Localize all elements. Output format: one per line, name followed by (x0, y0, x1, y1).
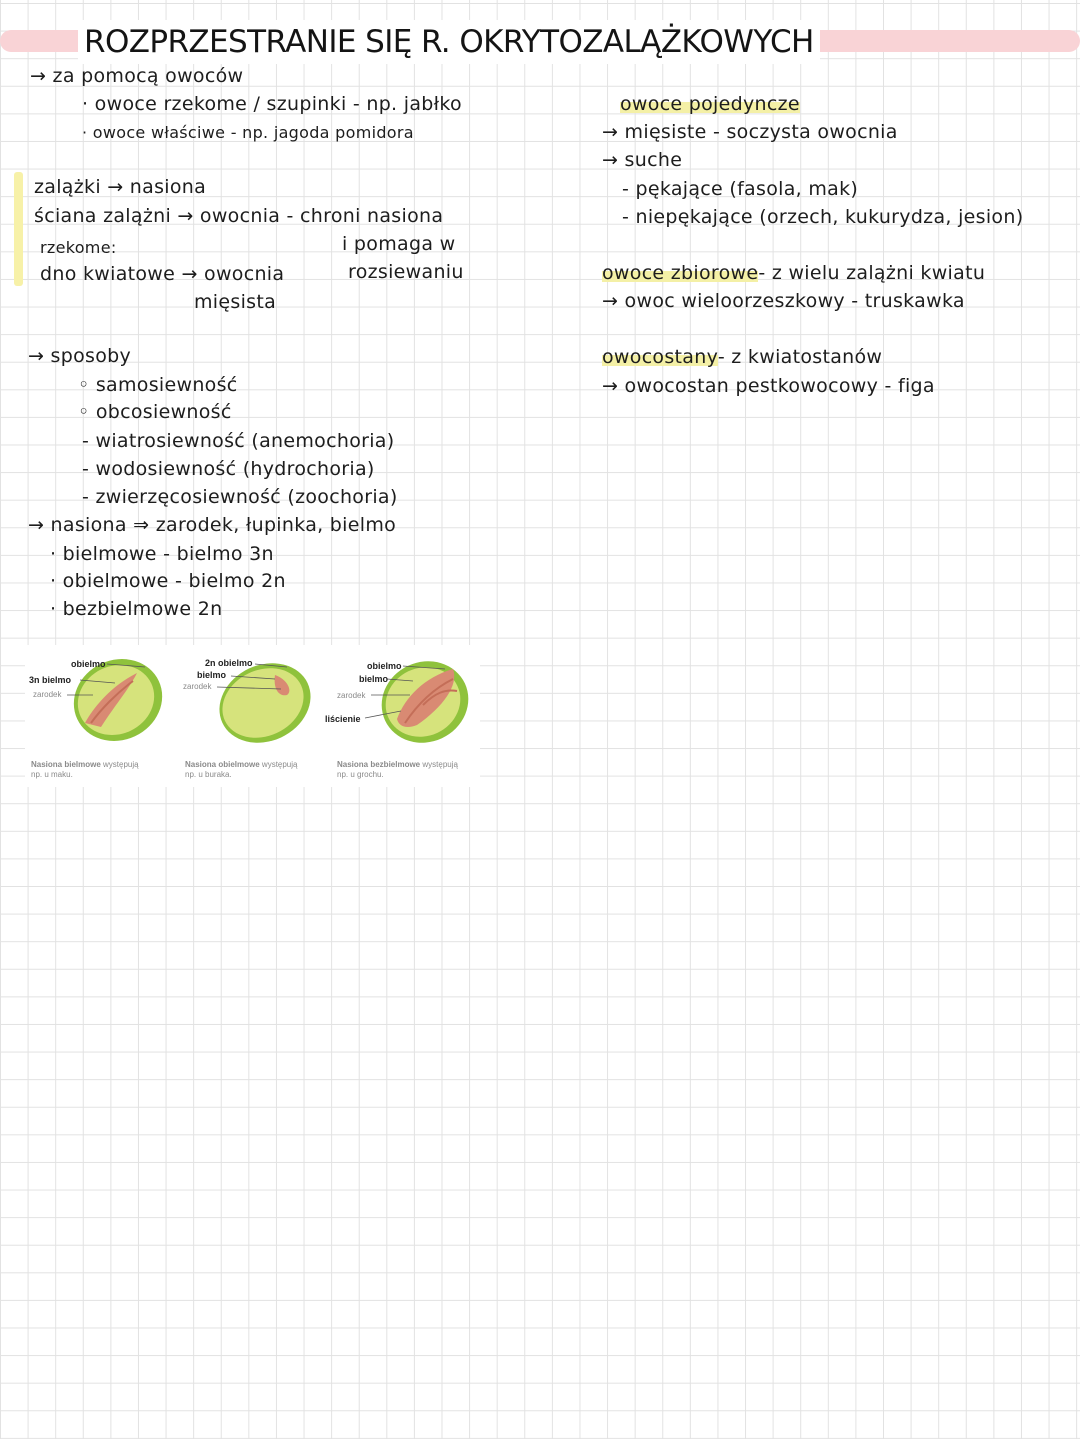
sposob-zwierzecosiewnosc: - zwierzęcosiewność (zoochoria) (82, 486, 398, 508)
seed1-label-top: obielmo (71, 659, 106, 669)
seed2-caption (185, 760, 298, 769)
nasiona-obielmowe: · obielmowe - bielmo 2n (50, 570, 286, 592)
sposob-obcosiewnosc: ◦ obcosiewność (78, 401, 232, 423)
seed3-caption-bold: Nasiona bezbielmowe (337, 760, 421, 769)
heading-owoce-zbiorowe: owoce zbiorowe (602, 262, 759, 284)
owocostany-desc: - z kwiatostanów (717, 346, 883, 368)
seed-bielmowe (29, 645, 176, 779)
seed-diagram (25, 645, 480, 787)
seed3-label-low: zarodek (337, 691, 366, 700)
line-miesiste: → mięsiste - soczysta owocnia (602, 121, 898, 143)
line-suche: → suche (602, 149, 683, 171)
seed3-label-mid: bielmo (359, 674, 389, 684)
seed3-caption-rest: występują (420, 760, 458, 769)
line-miesista: mięsista (194, 291, 277, 313)
seed-obielmowe (183, 649, 324, 779)
seed1-label-low: zarodek (33, 690, 62, 699)
seed3-caption-line2: np. u grochu. (337, 770, 384, 779)
intro-line: → za pomocą owoców (30, 65, 244, 87)
heading-owocostany: owocostany (602, 346, 718, 368)
seed2-label-mid: bielmo (197, 670, 227, 680)
owoce-zbiorowe-desc: - z wielu zalążni kwiatu (758, 262, 986, 284)
heading-nasiona: → nasiona ⇒ zarodek, łupinka, bielmo (28, 514, 397, 536)
seed2-caption-bold: Nasiona obielmowe (185, 760, 260, 769)
line-sciana-zalazni: ściana zalążni → owocnia - chroni nasiona (34, 205, 444, 227)
seed3-label-top: obielmo (367, 661, 402, 671)
bullet-owoce-rzekome: · owoce rzekome / szupinki - np. jabłko (82, 93, 462, 115)
seed3-caption (337, 760, 458, 769)
seed2-perisperm (211, 655, 315, 750)
seed2-label-top: 2n obielmo (205, 658, 253, 668)
sposob-wodosiewnosc: - wodosiewność (hydrochoria) (82, 458, 375, 480)
sposob-wiatrosiewnosc: - wiatrosiewność (anemochoria) (82, 430, 395, 452)
nasiona-bezbielmowe: · bezbielmowe 2n (50, 598, 223, 620)
line-zalazki: zalążki → nasiona (34, 176, 207, 198)
seed1-caption-rest: występują (100, 760, 139, 769)
line-pestkowocowy: → owocostan pestkowocowy - figa (602, 375, 935, 397)
heading-owoce-pojedyncze: owoce pojedyncze (620, 93, 800, 115)
seed1-label-mid: 3n bielmo (29, 675, 72, 685)
seed-bezbielmowe (325, 647, 480, 779)
nasiona-bielmowe: · bielmowe - bielmo 3n (50, 543, 274, 565)
line-pekajace: - pękające (fasola, mak) (622, 178, 859, 200)
page-title: ROZPRZESTRANIE SIĘ R. OKRYTOZALĄŻKOWYCH (78, 20, 820, 64)
line-pomaga: i pomaga w (342, 233, 456, 255)
seed1-caption-line2: np. u maku. (31, 770, 73, 779)
seed1-caption-bold: Nasiona bielmowe (31, 760, 101, 769)
line-dno-kwiatowe: dno kwiatowe → owocnia (40, 263, 285, 285)
line-rzekome: rzekome: (40, 238, 117, 257)
line-niepekajace: - niepękające (orzech, kukurydza, jesion) (622, 206, 1024, 228)
seed1-caption (31, 760, 139, 769)
heading-sposoby: → sposoby (28, 345, 132, 367)
sposob-samosiewnosc: ◦ samosiewność (78, 374, 238, 396)
seed2-caption-rest: występują (259, 760, 298, 769)
seed2-caption-line2: np. u buraka. (185, 770, 232, 779)
line-wieloorzeszkowy: → owoc wieloorzeszkowy - truskawka (602, 290, 965, 312)
line-rozsiewaniu: rozsiewaniu (348, 261, 464, 283)
seed2-label-low: zarodek (183, 682, 212, 691)
margin-highlight (14, 172, 23, 286)
bullet-owoce-wlasciwe: · owoce właściwe - np. jagoda pomidora (82, 123, 414, 142)
seed3-label-extra: liścienie (325, 714, 361, 724)
